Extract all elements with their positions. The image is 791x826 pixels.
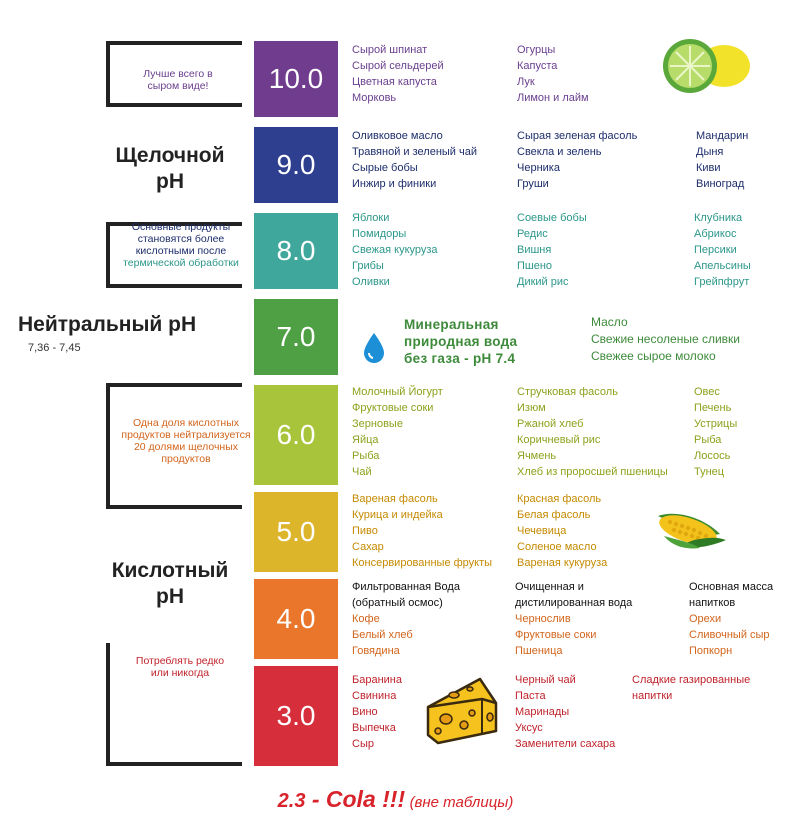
ph-value-8: 8.0: [276, 235, 316, 266]
list-item: Лосось: [694, 450, 731, 462]
list-item: Ячмень: [517, 450, 557, 462]
list-item: Тунец: [694, 466, 725, 478]
list-item: Консервированные фрукты: [352, 557, 493, 569]
list-item: Овес: [694, 386, 720, 398]
ph3-col3: [632, 672, 750, 704]
list-item: Стручковая фасоль: [517, 386, 618, 398]
list-item: Коричневый рис: [517, 434, 601, 446]
ph-value-7: 7.0: [276, 321, 316, 352]
ph-value-3: 3.0: [276, 700, 316, 731]
list-item: Черника: [517, 162, 560, 174]
list-item: Свежее сырое молоко: [591, 349, 716, 363]
list-item: Зерновые: [352, 418, 403, 430]
ph-value-6: 6.0: [276, 419, 316, 450]
note-cooking: [116, 221, 246, 269]
list-item: Молочный Йогурт: [352, 386, 443, 398]
water-drop-icon: [362, 332, 386, 364]
ph-value-10: 10.0: [268, 63, 324, 94]
list-item: Виноград: [696, 178, 745, 190]
list-item: Печень: [694, 402, 732, 414]
cheese-icon: [424, 673, 500, 749]
list-item: Дикий рис: [517, 276, 569, 288]
acid-label-line2: pH: [156, 585, 184, 608]
ph-value-4: 4.0: [276, 603, 316, 634]
mineral-water-line3: без газа - pH 7.4: [404, 351, 516, 366]
list-item: Чай: [352, 466, 372, 478]
list-item: Сырые бобы: [352, 162, 418, 174]
list-item: Киви: [696, 162, 721, 174]
list-item: Попкорн: [689, 645, 733, 657]
lime-lemon-icon: [660, 38, 754, 94]
list-item: Морковь: [352, 92, 397, 104]
list-item: Помидоры: [352, 228, 407, 240]
list-header: (обратный осмос): [352, 597, 443, 609]
list-item: Кофе: [352, 613, 380, 625]
list-item: Оливковое масло: [352, 130, 443, 142]
bracket-rarely-top: [106, 643, 110, 651]
list-item: Сырая зеленая фасоль: [517, 130, 638, 142]
list-item: Фруктовые соки: [352, 402, 434, 414]
list-item: Свинина: [352, 690, 397, 702]
note-cooking-part2: термической обработки: [123, 257, 239, 269]
list-item: напитки: [632, 690, 673, 702]
list-item: Капуста: [517, 60, 558, 72]
list-item: Грибы: [352, 260, 384, 272]
ph10-col1: [352, 42, 444, 106]
list-item: Вареная кукуруза: [517, 557, 608, 569]
list-item: Лимон и лайм: [517, 92, 589, 104]
ph6-col2: [517, 384, 668, 480]
cola-note: (вне таблицы): [409, 794, 514, 811]
ph-box-5: [254, 492, 338, 572]
list-item: Баранина: [352, 674, 402, 686]
ph-box-7: [254, 299, 338, 375]
ph3-col1: [352, 672, 402, 752]
list-item: Чечевица: [517, 525, 567, 537]
list-item: Огурцы: [517, 44, 556, 56]
list-item: Сахар: [352, 541, 384, 553]
list-header: Фильтрованная Вода: [352, 581, 460, 593]
list-item: Клубника: [694, 212, 743, 224]
list-item: Рыба: [352, 450, 380, 462]
ph9-col1: [352, 128, 477, 192]
mineral-water-line1: Минеральная: [404, 317, 499, 332]
list-item: Масло: [591, 315, 628, 329]
ph-value-9: 9.0: [276, 149, 316, 180]
list-item: Яйца: [352, 434, 379, 446]
list-item: Редис: [517, 228, 548, 240]
cola-ph: 2.3: [277, 790, 306, 812]
alkaline-label-line1: Щелочной: [115, 144, 225, 167]
list-item: Сыр: [352, 738, 374, 750]
list-item: Паста: [515, 690, 546, 702]
list-item: Свекла и зелень: [517, 146, 602, 158]
list-item: Белый хлеб: [352, 629, 413, 641]
acid-label-line1: Кислотный: [111, 559, 229, 582]
list-item: Цветная капуста: [352, 76, 437, 88]
list-item: Инжир и финики: [352, 178, 437, 190]
corn-icon: [654, 506, 730, 554]
ph-value-5: 5.0: [276, 516, 316, 547]
ph10-col2: [517, 42, 589, 106]
note-rarely: Потреблять редко или никогда: [135, 655, 225, 679]
alkaline-label-line2: pH: [156, 170, 184, 193]
note-neutralize: Одна доля кислотных продуктов нейтрализуется 20 долями щелочных продуктов: [121, 417, 251, 465]
ph-box-9: [254, 127, 338, 203]
list-item: Апельсины: [694, 260, 751, 272]
list-item: Груши: [517, 178, 549, 190]
neutral-range: 7,36 - 7,45: [28, 342, 81, 354]
list-item: Ржаной хлеб: [517, 418, 584, 430]
list-item: Сладкие газированные: [632, 674, 751, 686]
ph6-col3: [694, 384, 737, 480]
ph4-col3: [689, 579, 773, 659]
list-item: Соевые бобы: [517, 212, 587, 224]
list-item: Свежая кукуруза: [352, 244, 438, 256]
ph6-col1: [352, 384, 443, 480]
list-item: Мандарин: [696, 130, 749, 142]
list-item: Курица и индейка: [352, 509, 443, 521]
list-header: Основная масса: [689, 581, 774, 593]
list-item: Уксус: [515, 722, 543, 734]
ph4-col1: [352, 579, 460, 659]
ph5-col2: [517, 491, 607, 571]
list-item: Пшеница: [515, 645, 563, 657]
ph4-col2: [515, 579, 632, 659]
ph-box-4: [254, 579, 338, 659]
list-item: Орехи: [689, 613, 722, 625]
mineral-water-line2: природная вода: [404, 334, 518, 349]
list-item: Свежие несоленые сливки: [591, 332, 740, 346]
list-item: Заменители сахара: [515, 738, 616, 750]
ph-box-3: [254, 666, 338, 766]
list-item: Изюм: [517, 402, 546, 414]
list-item: Лук: [517, 76, 535, 88]
list-item: Соленое масло: [517, 541, 597, 553]
alkaline-label: [100, 143, 240, 195]
list-item: Сырой сельдерей: [352, 60, 444, 72]
list-item: Говядина: [352, 645, 400, 657]
ph-box-8: [254, 213, 338, 289]
list-header: дистилированная вода: [515, 597, 633, 609]
cola-text: - Cola !!!: [305, 786, 406, 812]
neutral-label: Нейтральный pH: [18, 313, 197, 336]
cola-footer: [0, 786, 791, 813]
list-item: Оливки: [352, 276, 390, 288]
ph-box-10: [254, 41, 338, 117]
list-header: Очищенная и: [515, 581, 584, 593]
list-item: Белая фасоль: [517, 509, 591, 521]
ph9-col3: [696, 128, 748, 192]
note-raw: Лучше всего в сыром виде!: [143, 68, 213, 92]
list-header: напитков: [689, 597, 736, 609]
list-item: Красная фасоль: [517, 493, 602, 505]
list-item: Грейпфрут: [694, 276, 750, 288]
list-item: Сырой шпинат: [352, 44, 428, 56]
list-item: Хлеб из проросшей пшеницы: [517, 466, 668, 478]
acid-label: [100, 558, 240, 610]
list-item: Абрикос: [694, 228, 737, 240]
ph8-col1: [352, 210, 438, 290]
list-item: Персики: [694, 244, 737, 256]
list-item: Дыня: [696, 146, 724, 158]
ph-box-6: [254, 385, 338, 485]
list-item: Яблоки: [352, 212, 390, 224]
list-item: Маринады: [515, 706, 570, 718]
list-item: Вишня: [517, 244, 552, 256]
list-item: Выпечка: [352, 722, 396, 734]
list-item: Черный чай: [515, 674, 576, 686]
list-item: Сливочный сыр: [689, 629, 770, 641]
ph5-col1: [352, 491, 492, 571]
ph9-col2: [517, 128, 637, 192]
list-item: Травяной и зеленый чай: [352, 146, 477, 158]
list-item: Устрицы: [694, 418, 738, 430]
list-item: Фруктовые соки: [515, 629, 597, 641]
list-item: Вино: [352, 706, 378, 718]
note-cooking-part1: Основные продукты становятся более кислотными после: [131, 221, 231, 257]
ph8-col2: [517, 210, 587, 290]
list-item: Пшено: [517, 260, 553, 272]
ph8-col3: [694, 210, 751, 290]
ph3-col2: [515, 672, 615, 752]
list-item: Чернослив: [515, 613, 571, 625]
list-item: Рыба: [694, 434, 722, 446]
list-item: Пиво: [352, 525, 378, 537]
ph7-col2: [591, 314, 740, 365]
list-item: Вареная фасоль: [352, 493, 438, 505]
mineral-water-text: [404, 316, 517, 367]
